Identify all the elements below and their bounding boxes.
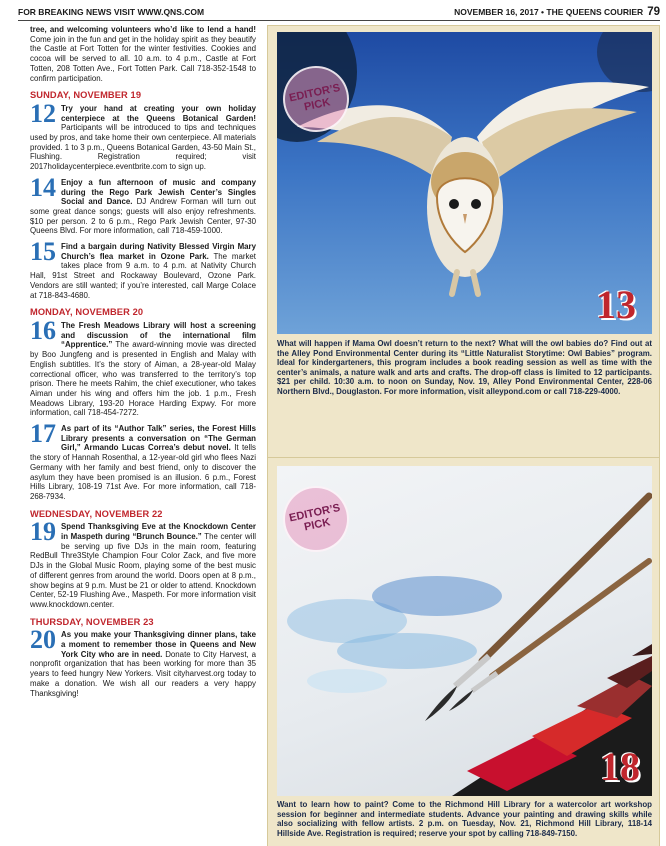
event-item (30, 98, 256, 172)
day-heading: THURSDAY, NOVEMBER 23 (30, 616, 154, 627)
header-rule (18, 20, 660, 21)
day-heading: SUNDAY, NOVEMBER 19 (30, 90, 142, 101)
events-column (30, 25, 256, 843)
intro-body: Come join in the fun and get in the holiday spirit as they beautify the Castle at Fort Totten for the winter festivities. Cookies and cocoa will be served to all. 10 a.m. to 4 p.m., Castle at Fort Totten, 208 Totten Ave., Fort Totten Park. Call 718-352-1548 to confirm participation. (30, 34, 256, 83)
event-number: 19 (30, 517, 56, 547)
event-item (30, 625, 256, 698)
editors-pick-badge: EDITOR’S PICK (277, 480, 355, 558)
event-item (30, 419, 256, 502)
intro-paragraph (30, 25, 256, 83)
event-number: 20 (30, 625, 56, 655)
event-body: It tells the story of Hannah Rosenthal, a 12-year-old girl who flees Nazi Germany with her family and best friend, only to discover the asylum they have been promised is an illusion. 6 p.m., Forest Hills Library, 108-19 71st Ave. For more information, call 718-268-7934. (30, 443, 256, 501)
editors-pick-badge: EDITOR’S PICK (277, 60, 355, 138)
day-heading: MONDAY, NOVEMBER 20 (30, 307, 144, 318)
feature-number: 18 (600, 744, 640, 789)
event-item (30, 517, 256, 609)
event-number: 17 (30, 419, 56, 449)
event-number: 14 (30, 172, 56, 202)
event-number: 16 (30, 315, 56, 345)
event-lead: As part of its “Author Talk” series, the Forest Hills Library presents a conversation on “The German Girl,” Armando Lucas Correa’s debut novel. (61, 424, 256, 453)
event-lead: Spend Thanksgiving Eve at the Knockdown Center in Maspeth during “Brunch Bounce.” (61, 522, 256, 542)
event-lead: As you make your Thanksgiving dinner plans, take a moment to remember those in Queens and New York City who are in need. (61, 630, 256, 659)
event-body: Participants will be introduced to tips and techniques used by pros, and take home their own centerpiece. All materials provided. 1 to 3 p.m., Queens Botanical Garden, 43-50 Main St., Flushing. Registration required; visit 2017holidaycenterpiece.eventbrite.com to sign up. (30, 123, 256, 172)
event-item (30, 237, 256, 300)
event-number: 12 (30, 98, 56, 128)
event-body: The center will be serving up five DJs in the main room, featuring RedBull Thre3Style Champion Four Color Zack, and five more DJs in the Global Music Room, playing some of the best music of different genres from around the world. Doors open at 8 p.m., show begins at 9 p.m. Must be 21 or older to attend. Knockdown Center, 52-19 Flushing Ave., Maspeth. For more information visit www.knockdown.center. (30, 532, 256, 609)
watercolor-photo (277, 466, 652, 796)
event-body: Donate to City Harvest, a nonprofit organization that has been working for more than 35 years to feed hungry New Yorkers. Visit cityharvest.org today to make a donation. We wish all our readers a very happy Thanksgiving! (30, 649, 256, 698)
page-number: 79 (647, 6, 660, 18)
event-lead: The Fresh Meadows Library will host a screening and discussion of the international film “Apprentice.” (61, 320, 256, 350)
event-lead: Try your hand at creating your own holiday centerpiece at the Queens Botanical Garden! (61, 103, 256, 123)
event-body: The award-winning movie was directed by Boo Jungfeng and is presented in English and Malay with English subtitles. It’s the story of Aiman, a 28-year-old Malay correctional officer, who was transferred to the territory’s top prison. There he meets Rahim, the chief executioner, who takes Aiman under his wing and offers him the job. 1 p.m., Fresh Meadows Library, 193-20 Horace Harding Expwy. For more information, call 718-454-7272. (30, 340, 256, 418)
event-number: 15 (30, 237, 56, 267)
feature-caption: What will happen if Mama Owl doesn’t return to the next? What will the owl babies do? Find out at the Alley Pond Environmental Center during its “Little Naturalist Storytime: Owl Babies” program. Ideal for kindergarteners, this program includes a book reading session as well as time with the center’s animals, a nature walk and arts and crafts. The drop-off class is limited to 12 participants. $21 per child. 10:30 a.m. to noon on Sunday, Nov. 19, Alley Pond Environmental Center, 228-06 Northern Blvd., Douglaston. For more information, visit alleypond.com or call 718-229-4000. (277, 339, 652, 396)
page-header (18, 4, 660, 20)
event-item (30, 315, 256, 418)
feature-panel-paint (267, 457, 660, 846)
event-lead: Enjoy a fun afternoon of music and company during the Rego Park Jewish Center’s Singles Social and Dance. (61, 177, 256, 207)
feature-number: 13 (596, 282, 636, 327)
intro-lead: tree, and welcoming volunteers who’d like to lend a hand! (30, 25, 256, 34)
event-body: DJ Andrew Forman will turn out some great dance songs; guests will also enjoy refreshments. $10 per person. 2 to 6 p.m., Rego Park Jewish Center, 97-30 Queens Blvd. For more information, call 718-459-1000. (30, 197, 256, 236)
event-lead: Find a bargain during Nativity Blessed Virgin Mary Church’s flea market in Ozone Park. (61, 242, 256, 261)
event-item (30, 172, 256, 236)
header-date-publication: NOVEMBER 16, 2017 • THE QUEENS COURIER (454, 7, 644, 17)
owl-photo (277, 32, 652, 334)
day-heading: WEDNESDAY, NOVEMBER 22 (30, 508, 163, 519)
header-issue (454, 6, 660, 18)
event-body: The market takes place from 9 a.m. to 4 p.m. at Nativity Church Hall, 91st Street and Rockaway Boulevard, Ozone Park. Vendors are still wanted; if you’re interested, call Marge Colace at 718-843-4680. (30, 251, 256, 300)
feature-caption: Want to learn how to paint? Come to the Richmond Hill Library for a watercolor art workshop session for beginner and intermediate students. Advance your painting and drawing skills while also socializing with fellow artists. 2 p.m. on Tuesday, Nov. 21, Richmond Hill Library, 118-14 Hillside Ave. Registration is required; reserve your spot by calling 718-849-7150. (277, 800, 652, 838)
feature-panel-owl (267, 25, 660, 467)
header-website: FOR BREAKING NEWS VISIT WWW.QNS.COM (18, 7, 205, 17)
